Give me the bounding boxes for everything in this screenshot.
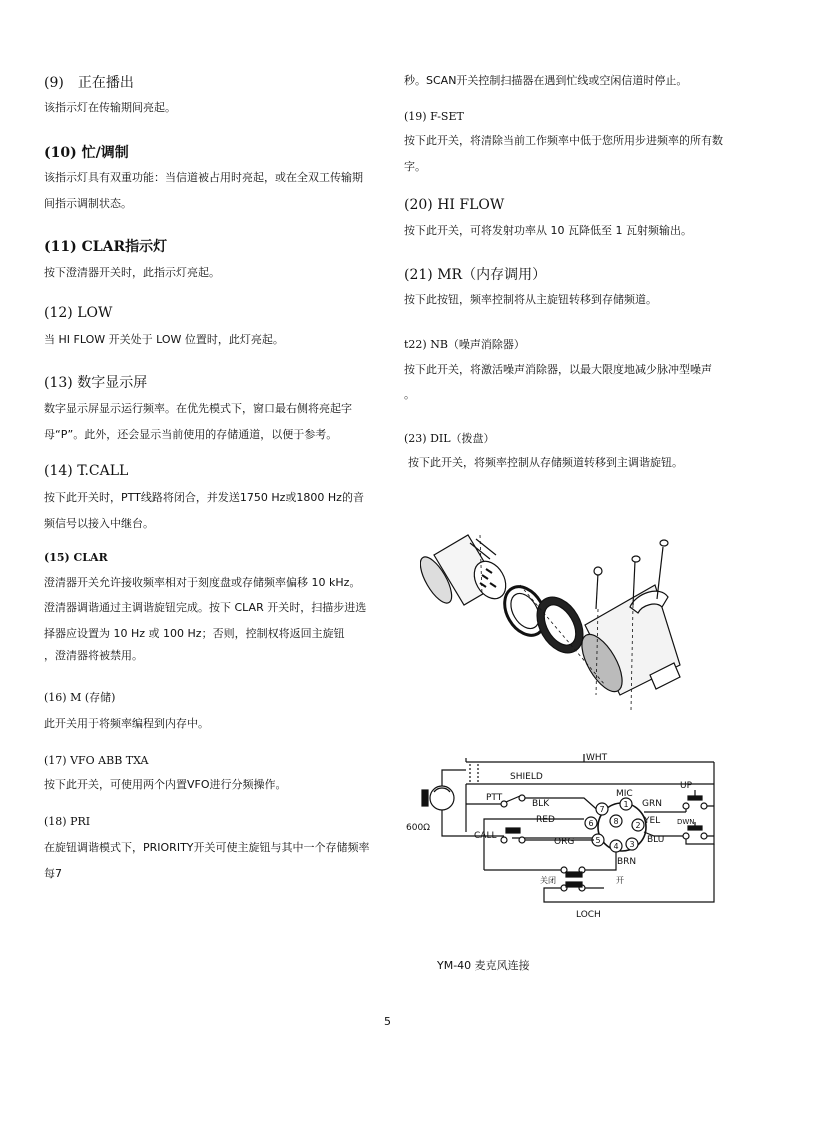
pin-8: 8 (613, 817, 619, 826)
label-call: CALL (474, 831, 497, 841)
text-10: 该指示灯具有双重功能：当信道被占用时亮起，或在全双工传输期间指示调制状态。 (44, 171, 363, 210)
figure-caption: YM-40 麦克风连接 (437, 959, 530, 972)
heading-11: (11) CLAR指示灯 (44, 239, 168, 255)
heading-12: (12) LOW (44, 305, 113, 321)
heading-16: (16) M (存储) (44, 691, 116, 704)
text-18-continued: 秒。SCAN开关控制扫描器在遇到忙线或空闲信道时停止。 (404, 74, 688, 87)
pin-7: 7 (599, 805, 605, 814)
pin-1: 1 (623, 800, 629, 809)
pin-3: 3 (629, 840, 635, 849)
label-blu: BLU (647, 835, 665, 845)
heading-15: (15) CLAR (44, 551, 108, 564)
text-16: 此开关用于将频率编程到内存中。 (44, 717, 209, 730)
label-blk: BLK (532, 799, 550, 809)
heading-21: (21) MR（内存调用） (404, 267, 547, 283)
label-yel: YEL (644, 816, 661, 826)
text-21: 按下此按钮，频率控制将从主旋钮转移到存储频道。 (404, 293, 657, 306)
text-12: 当 HI FLOW 开关处于 LOW 位置时，此灯亮起。 (44, 333, 284, 346)
label-brn: BRN (617, 857, 637, 867)
heading-19: (19) F-SET (404, 110, 464, 123)
heading-18: (18) PRI (44, 815, 91, 828)
pin-2: 2 (635, 821, 641, 830)
label-600-ohm: 600Ω (406, 823, 431, 833)
text-17: 按下此开关，可使用两个内置VFO进行分频操作。 (44, 778, 287, 791)
pin-6: 6 (588, 819, 594, 828)
label-on: 开 (616, 876, 624, 885)
text-19: 按下此开关，将清除当前工作频率中低于您所用步进频率的所有数字。 (404, 134, 723, 173)
label-mic: MIC (616, 789, 633, 799)
label-loch: LOCH (576, 910, 601, 920)
label-up: UP (680, 781, 693, 791)
text-14: 按下此开关时，PTT线路将闭合，并发送1750 Hz或1800 Hz的音频信号以接入中继台。 (44, 491, 364, 530)
label-wht: WHT (586, 753, 608, 763)
label-ptt: PTT (486, 793, 503, 803)
heading-14: (14) T.CALL (44, 463, 129, 479)
heading-17: (17) VFO ABB TXA (44, 754, 149, 767)
label-grn: GRN (642, 799, 662, 809)
heading-20: (20) HI FLOW (404, 197, 505, 213)
text-11: 按下澄清器开关时，此指示灯亮起。 (44, 266, 220, 279)
heading-13: (13) 数字显示屏 (44, 375, 148, 391)
text-15b: 澄清器调谐通过主调谐旋钮完成。按下 CLAR 开关时，扫描步进选择器应设置为 10 Hz 或 100 Hz；否则，控制权将返回主旋钮 (44, 601, 367, 640)
heading-9: (9) 正在播出 (44, 75, 134, 91)
page-number: 5 (384, 1015, 391, 1028)
text-9: 该指示灯在传输期间亮起。 (44, 101, 176, 114)
text-15c: ，澄清器将被禁用。 (44, 649, 143, 662)
label-off: 关闭 (540, 876, 556, 885)
label-dwn: DWN (677, 818, 695, 826)
text-18: 在旋钮调谐模式下，PRIORITY开关可使主旋钮与其中一个存储频率每7 (44, 841, 370, 880)
heading-23: (23) DIL（拨盘） (404, 432, 495, 445)
heading-22: t22) NB（噪声消除器） (404, 338, 525, 351)
text-22b: 。 (404, 388, 415, 401)
text-13: 数字显示屏显示运行频率。在优先模式下，窗口最右侧将亮起字母“P”。此外，还会显示当前使用的存储通道，以便于参考。 (44, 402, 352, 441)
pin-5: 5 (595, 836, 601, 845)
label-shield: SHIELD (510, 772, 543, 782)
ym40-wiring-diagram (404, 752, 729, 922)
heading-10: (10) 忙/调制 (44, 145, 129, 161)
label-red: RED (536, 815, 555, 825)
pin-4: 4 (613, 842, 619, 851)
text-15a: 澄清器开关允许接收频率相对于刻度盘或存储频率偏移 10 kHz。 (44, 576, 361, 589)
text-20: 按下此开关，可将发射功率从 10 瓦降低至 1 瓦射频输出。 (404, 224, 692, 237)
text-23: 按下此开关，将频率控制从存储频道转移到主调谐旋钮。 (408, 456, 683, 469)
text-22a: 按下此开关，将激活噪声消除器，以最大限度地减少脉冲型噪声 (404, 363, 712, 376)
label-orn: ORG (554, 837, 575, 847)
connector-exploded-drawing (420, 525, 690, 715)
